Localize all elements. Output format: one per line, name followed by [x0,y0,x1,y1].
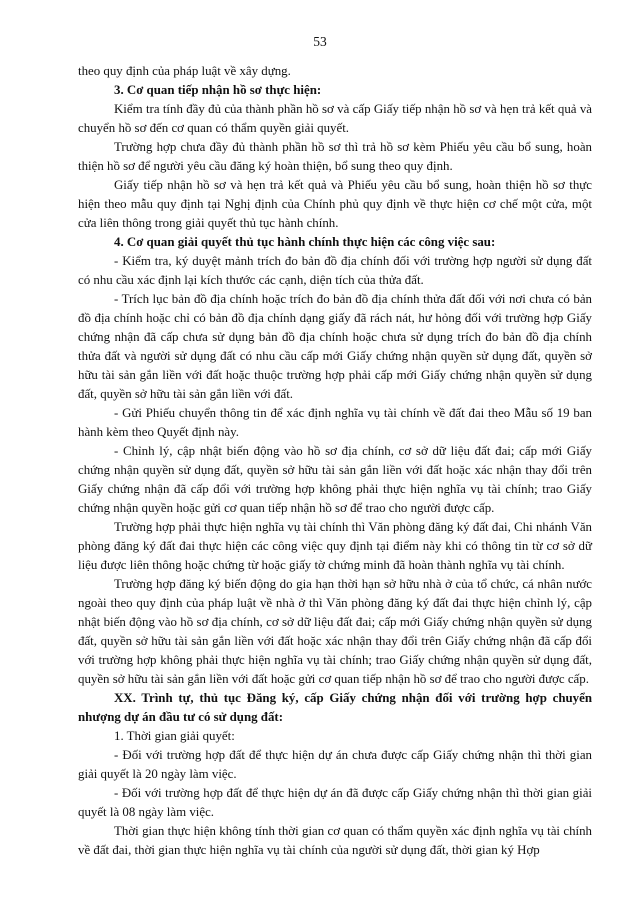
paragraph: - Gửi Phiếu chuyển thông tin để xác định nghĩa vụ tài chính về đất đai theo Mẫu số 19 ban hành kèm theo Quyết định này. [78,406,592,439]
paragraph: - Chỉnh lý, cập nhật biến động vào hồ sơ địa chính, cơ sở dữ liệu đất đai; cấp mới Giấy chứng nhận quyền sử dụng đất, quyền sở hữu tài sản gắn liền với đất hoặc xác nhận thay đổi trên Giấy chứng nhận đã cấp đổi với trường hợp không phải thực hiện nghĩa vụ tài chính; trao Giấy chứng nhận quyền hoặc gửi cơ quan tiếp nhận hồ sơ để trao cho người được cấp. [78,444,592,515]
paragraph: Giấy tiếp nhận hồ sơ và hẹn trả kết quả và Phiếu yêu cầu bổ sung, hoàn thiện hồ sơ thực hiện theo mẫu quy định tại Nghị định của Chính phủ quy định về thực hiện cơ chế một cửa, một cửa liên thông trong giải quyết thủ tục hành chính. [78,178,592,230]
paragraph: Trường hợp phải thực hiện nghĩa vụ tài chính thì Văn phòng đăng ký đất đai, Chi nhánh Văn phòng đăng ký đất đai thực hiện các công việc quy định tại điểm này khi có thông tin từ cơ sở dữ liệu được liên thông hoặc chứng từ hoặc giấy tờ chứng minh đã hoàn thành nghĩa vụ tài chính. [78,520,592,572]
paragraph: Kiểm tra tính đầy đủ của thành phần hồ sơ và cấp Giấy tiếp nhận hồ sơ và hẹn trả kết quả và chuyển hồ sơ đến cơ quan có thẩm quyền giải quyết. [78,102,592,135]
paragraph: - Trích lục bản đồ địa chính hoặc trích đo bản đồ địa chính thửa đất đối với nơi chưa có bản đồ địa chính hoặc chỉ có bản đồ địa chính dạng giấy đã rách nát, hư hỏng đối với trường hợp Giấy chứng nhận đã cấp chưa sử dụng bản đồ địa chính hoặc chưa sử dụng trích đo bản đồ địa chính thửa đất và người sử dụng đất có nhu cầu cấp mới Giấy chứng nhận quyền sử dụng đất, quyền sở hữu tài sản gắn liền với đất hoặc thuộc trường hợp phải cấp mới Giấy chứng nhận quyền sử dụng đất, quyền sở hữu tài sản gắn liền với đất. [78,292,592,401]
paragraph: Trường hợp đăng ký biến động do gia hạn thời hạn sở hữu nhà ở của tổ chức, cá nhân nước ngoài theo quy định của pháp luật về nhà ở thì Văn phòng đăng ký đất đai thực hiện chỉnh lý, cập nhật biến động vào hồ sơ địa chính, cơ sở dữ liệu đất đai; cấp mới Giấy chứng nhận quyền sử dụng đất, quyền sở hữu tài sản gắn liền với đất hoặc xác nhận thay đổi trên Giấy chứng nhận đã cấp đổi với trường hợp không phải thực hiện nghĩa vụ tài chính; trao Giấy chứng nhận quyền sử dụng đất, quyền sở hữu tài sản gắn liền với đất hoặc gửi cơ quan tiếp nhận hồ sơ để trao cho người được cấp. [78,577,592,686]
paragraph: 1. Thời gian giải quyết: [114,729,235,743]
paragraph: theo quy định của pháp luật về xây dựng. [78,64,291,78]
paragraph: - Đối với trường hợp đất để thực hiện dự án chưa được cấp Giấy chứng nhận thì thời gian giải quyết là 20 ngày làm việc. [78,748,592,781]
paragraph: Thời gian thực hiện không tính thời gian cơ quan có thẩm quyền xác định nghĩa vụ tài chính về đất đai, thời gian thực hiện nghĩa vụ tài chính của người sử dụng đất, thời gian ký Hợp [78,824,592,857]
section-heading: 3. Cơ quan tiếp nhận hồ sơ thực hiện: [114,83,322,97]
section-heading: 4. Cơ quan giải quyết thủ tục hành chính thực hiện các công việc sau: [114,235,496,249]
paragraph: Trường hợp chưa đầy đủ thành phần hồ sơ thì trả hồ sơ kèm Phiếu yêu cầu bổ sung, hoàn thiện hồ sơ để người yêu cầu đăng ký hoàn thiện, bổ sung theo quy định. [78,140,592,173]
paragraph: - Kiểm tra, ký duyệt mảnh trích đo bản đồ địa chính đối với trường hợp người sử dụng đất có nhu cầu xác định lại kích thước các cạnh, diện tích của thửa đất. [78,254,592,287]
document-body [78,62,592,860]
paragraph: - Đối với trường hợp đất để thực hiện dự án đã được cấp Giấy chứng nhận thì thời gian giải quyết là 08 ngày làm việc. [78,786,592,819]
page-number: 53 [313,34,327,49]
section-heading: XX. Trình tự, thủ tục Đăng ký, cấp Giấy chứng nhận đối với trường hợp chuyển nhượng dự án đầu tư có sử dụng đất: [78,691,592,724]
